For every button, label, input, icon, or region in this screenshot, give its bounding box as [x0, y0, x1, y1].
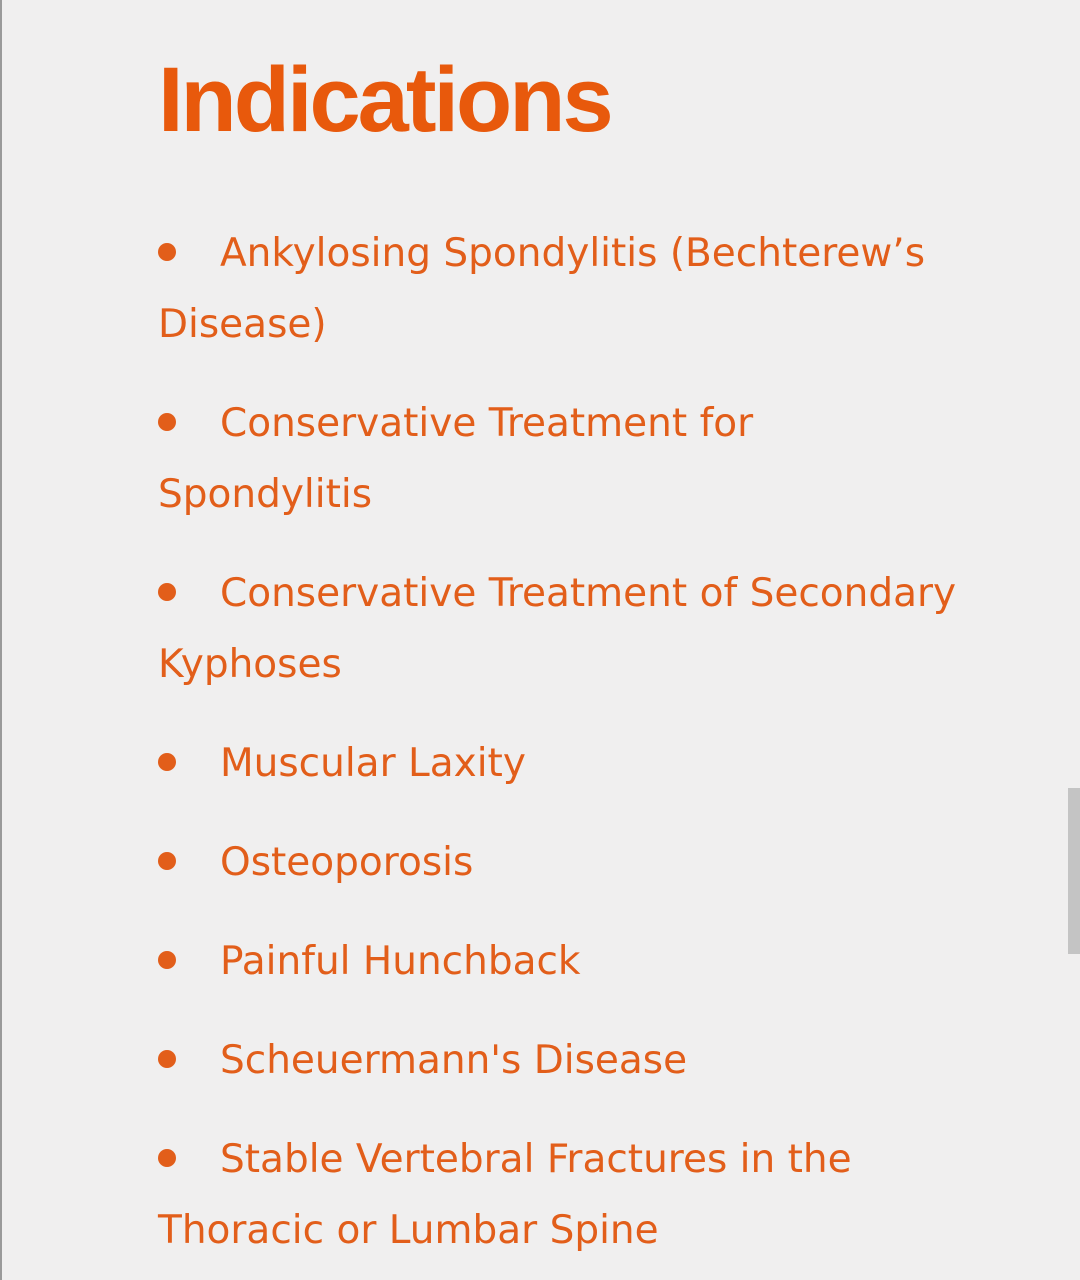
page-title: Indications	[158, 49, 611, 151]
list-item	[158, 926, 958, 997]
list-item	[158, 1124, 958, 1266]
list-item-text: Conservative Treatment for Spondylitis	[158, 401, 754, 517]
list-item	[158, 218, 958, 360]
list-item-text: Conservative Treatment of Secondary Kyphoses	[158, 571, 957, 687]
list-item	[158, 1025, 958, 1096]
bullet-icon	[158, 1050, 176, 1068]
list-item-text: Scheuermann's Disease	[220, 1038, 688, 1083]
scrollbar-thumb[interactable]	[1068, 788, 1080, 954]
list-item	[158, 827, 958, 898]
list-item	[158, 558, 958, 700]
bullet-icon	[158, 753, 176, 771]
list-item-text: Osteoporosis	[220, 840, 474, 885]
indications-list	[158, 218, 958, 1280]
list-item-text: Painful Hunchback	[220, 939, 581, 984]
bullet-icon	[158, 951, 176, 969]
list-item	[158, 728, 958, 799]
list-item	[158, 388, 958, 530]
bullet-icon	[158, 1149, 176, 1167]
list-item-text: Stable Vertebral Fractures in the Thoracic or Lumbar Spine	[158, 1137, 852, 1253]
list-item-text: Muscular Laxity	[220, 741, 526, 786]
bullet-icon	[158, 243, 176, 261]
list-item-text: Ankylosing Spondylitis (Bechterew’s Disease)	[158, 231, 926, 347]
bullet-icon	[158, 583, 176, 601]
bullet-icon	[158, 852, 176, 870]
bullet-icon	[158, 413, 176, 431]
